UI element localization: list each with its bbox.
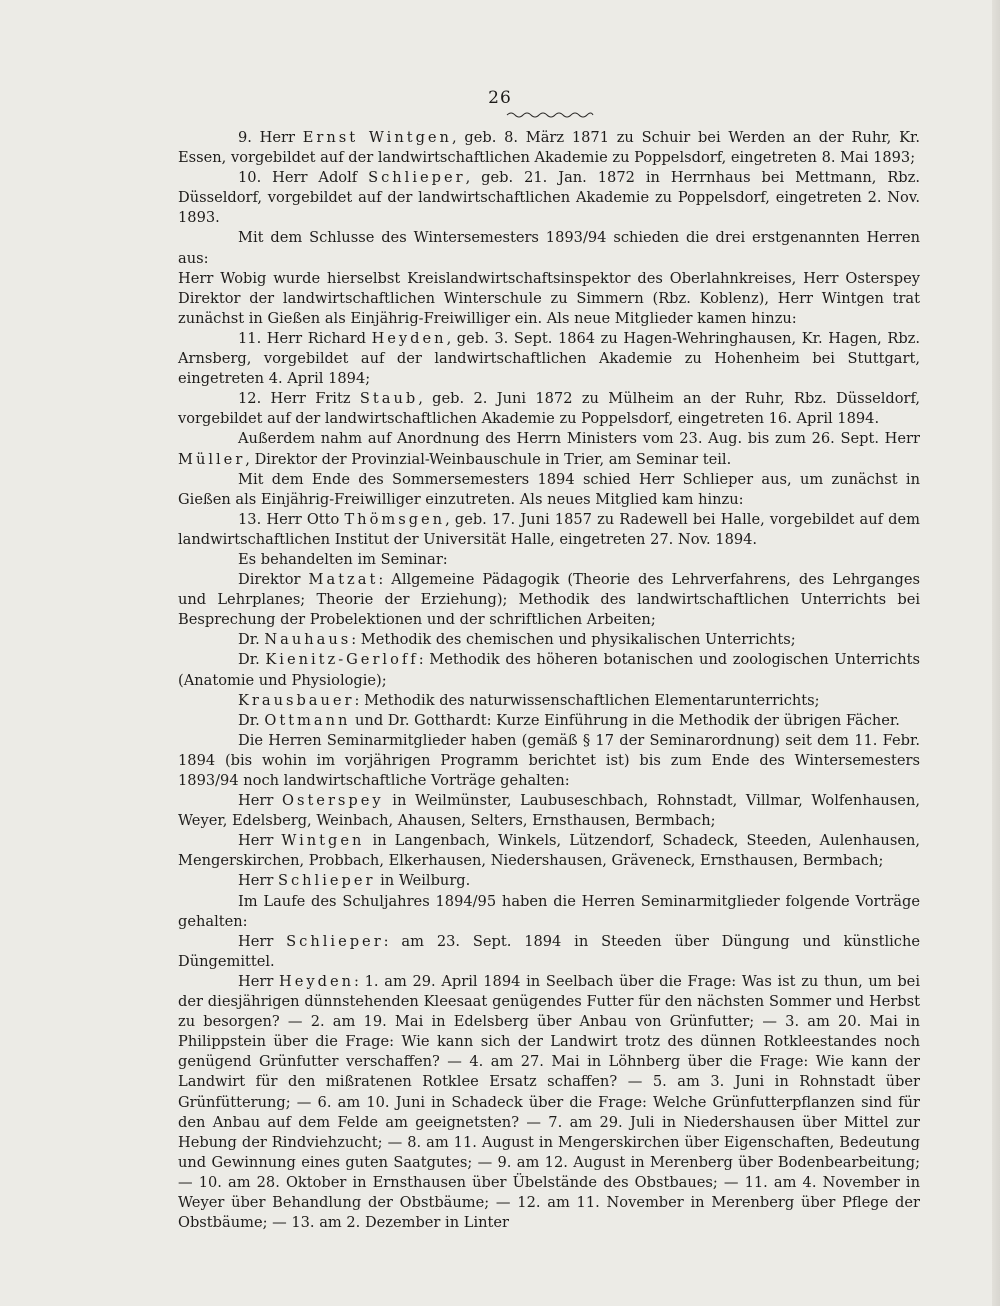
- lecture-entry: Herr Wintgen in Langenbach, Winkels, Lützendorf, Schadeck, Steeden, Aulenhausen, Mengerskirchen, Probbach, Elkerhausen, Niedershausen, Gräveneck, Ernsthausen, Bermbach;: [178, 832, 920, 870]
- subject-entry: Dr. Nauhaus: Methodik des chemischen und physikalischen Unterrichts;: [238, 631, 796, 649]
- paragraph-summer-semester: Mit dem Ende des Sommersemesters 1894 schied Herr Schlieper aus, um zunächst in Gießen als Einjährig-Freiwilliger einzutreten. Als neues Mitglied kam hinzu:: [178, 470, 920, 508]
- paragraph-lectures: Die Herren Seminarmitglieder haben (gemäß § 17 der Seminarordnung) seit dem 11. Febr. 1894 (bis wohin im vorjährigen Programm berichtet ist) bis zum Ende des Wintersemesters 1893/94 noch landwirtschaftliche Vorträge gehalten:: [178, 731, 920, 789]
- teacher-name: Nauhaus: [264, 631, 352, 649]
- member-entry-10: 10. Herr Adolf Schlieper, geb. 21. Jan. 1872 in Herrnhaus bei Mettmann, Rbz. Düsseldorf, vorgebildet auf der landwirtschaftlichen Akademie zu Poppelsdorf, eingetreten 2. Nov. 1893.: [178, 169, 920, 227]
- talk-entry-schlieper: Herr Schlieper: am 23. Sept. 1894 in Steeden über Düngung und künstliche Düngemittel.: [178, 932, 920, 970]
- member-name: Heyden: [279, 972, 355, 990]
- teacher-name: Matzat: [308, 571, 379, 589]
- subject-entry: Direktor Matzat: Allgemeine Pädagogik (Theorie des Lehrverfahrens, des Lehrganges und Lehrplanes; Theorie der Erziehung); Methodik des landwirtschaftlichen Unterrichts bei Besprechung der Probelektionen und der schriftlichen Arbeiten;: [178, 571, 921, 629]
- paragraph-departures: Herr Wobig wurde hierselbst Kreislandwirtschaftsinspektor des Oberlahnkreises, Herr Osterspey Direktor der landwirtschaftlichen Winterschule zu Simmern (Rbz. Koblenz), Herr Wintgen trat zunächst in Gießen als Einjährig-Freiwilliger ein. Als neue Mitglieder kamen hinzu:: [178, 269, 920, 327]
- subject-entry: Dr. Kienitz-Gerloff: Methodik des höheren botanischen und zoologischen Unterrichts (Anatomie und Physiologie);: [178, 651, 921, 689]
- member-name: Müller: [178, 450, 246, 468]
- member-entry-13: 13. Herr Otto Thömsgen, geb. 17. Juni 1857 zu Radewell bei Halle, vorgebildet auf dem landwirtschaftlichen Institut der Universität Halle, eingetreten 27. Nov. 1894.: [178, 510, 921, 548]
- member-entry-9: 9. Herr Ernst Wintgen, geb. 8. März 1871 zu Schuir bei Werden an der Ruhr, Kr. Essen, vorgebildet auf der landwirtschaftlichen Akademie zu Poppelsdorf, eingetreten 8. Mai 1893;: [178, 129, 920, 167]
- lecture-entry: Herr Schlieper in Weilburg.: [238, 872, 471, 890]
- teacher-name: Kienitz-Gerloff: [265, 651, 419, 669]
- page-number: 26: [488, 88, 512, 108]
- lecture-entry: Herr Osterspey in Weilmünster, Laubuseschbach, Rohnstadt, Villmar, Wolfenhausen, Weyer, Edelsberg, Weinbach, Ahausen, Selters, Ernsthausen, Bermbach;: [178, 792, 920, 830]
- member-name: Wintgen: [281, 832, 365, 850]
- member-name: Schlieper: [286, 932, 384, 950]
- paragraph-treated-intro: Es behandelten im Seminar:: [238, 550, 448, 568]
- subject-entry: Dr. Ottmann und Dr. Gotthardt: Kurze Einführung in die Methodik der übrigen Fächer.: [238, 711, 900, 729]
- page-number-ornament: [505, 110, 595, 118]
- member-entry-12: 12. Herr Fritz Staub, geb. 2. Juni 1872 zu Mülheim an der Ruhr, Rbz. Düsseldorf, vorgebildet auf der landwirtschaftlichen Akademie zu Poppelsdorf, eingetreten 16. April 1894.: [178, 390, 920, 428]
- talk-entry-heyden: Herr Heyden: 1. am 29. April 1894 in Seelbach über die Frage: Was ist zu thun, um bei der diesjährigen dünnstehenden Kleesaat genügendes Futter für den nächsten Sommer und Herbst zu besorgen? — 2. am 19. Mai in Edelsberg über Anbau von Grünfutter; — 3. am 20. Mai in Philippstein über die Frage: Wie kann sich der Landwirt trotz des dünnen Rotkleestandes noch genügend Grünfutter verschaffen? — 4. am 27. Mai in Löhnberg über die Frage: Wie kann der Landwirt für den mißratenen Rotklee Ersatz schaffen? — 5. am 3. Juni in Rohnstadt über Grünfütterung; — 6. am 10. Juni in Schadeck über die Frage: Welche Grünfutterpflanzen sind für den Anbau auf dem Felde am geeignetsten? — 7. am 29. Juli in Niedershausen über Mittel zur Hebung der Rindviehzucht; — 8. am 11. August in Mengerskirchen über Eigenschaften, Bedeutung und Gewinnung eines guten Saatgutes; — 9. am 12. August in Merenberg über Bodenbearbeitung; — 10. am 28. Oktober in Ernsthausen über Übelstände des Obstbaues; — 11. am 4. November in Weyer über Behandlung der Obstbäume; — 12. am 11. November in Merenberg über Pflege der Obstbäume; — 13. am 2. Dezember in Linter: [178, 972, 920, 1232]
- page-edge: [992, 0, 1000, 1306]
- member-name: Heyden: [371, 329, 447, 347]
- member-name: Schlieper: [368, 169, 466, 187]
- paragraph-additional-member: Außerdem nahm auf Anordnung des Herrn Ministers vom 23. Aug. bis zum 26. Sept. Herr Müller, Direktor der Provinzial-Weinbauschule in Trier, am Seminar teil.: [178, 430, 920, 468]
- member-name: Schlieper: [277, 872, 376, 890]
- teacher-name: Krausbauer: [238, 691, 355, 709]
- member-name: Ernst Wintgen: [302, 129, 452, 146]
- member-name: Thömsgen: [344, 510, 446, 528]
- member-name: Staub: [359, 390, 419, 408]
- paragraph-school-year: Im Laufe des Schuljahres 1894/95 haben die Herren Seminarmitglieder folgende Vorträge gehalten:: [178, 892, 920, 930]
- paragraph-winter-semester: Mit dem Schlusse des Wintersemesters 1893/94 schieden die drei erstgenannten Herren aus:: [178, 229, 920, 267]
- page-body: [178, 128, 920, 1233]
- teacher-name: Ottmann: [264, 711, 351, 729]
- member-name: Osterspey: [281, 792, 384, 810]
- subject-entry: Krausbauer: Methodik des naturwissenschaftlichen Elementarunterrichts;: [238, 691, 820, 709]
- member-entry-11: 11. Herr Richard Heyden, geb. 3. Sept. 1864 zu Hagen-Wehringhausen, Kr. Hagen, Rbz. Arnsberg, vorgebildet auf der landwirtschaftlichen Akademie zu Hohenheim bei Stuttgart, eingetreten 4. April 1894;: [178, 329, 920, 388]
